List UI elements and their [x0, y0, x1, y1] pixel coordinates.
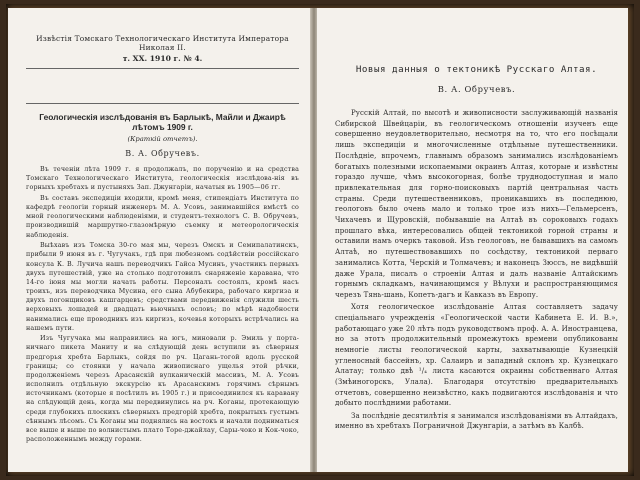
paragraph: Хотя геологическое изслѣдованіе Алтая составляетъ задачу спеціальнаго учрежденія «Геологической части Кабинета Е. И. В.», работающаго уже 20 лѣтъ подъ руководствомъ проф. А. А. Иностранцева, но за этотъ продолжительный промежутокъ времени опубликованы немногіе листы геологической карты, захватывающіе Кузнецкій угленосный бассейнъ, хр. Салаиръ и западный склонъ хр. Кузнецкаго Алатау; только двѣ ¹/₄ листа касаются окраины собственнаго Алтая (Змѣиногорскъ, Улала). Благодаря отсутствію предварительныхъ отчетовъ, совершенно неизвѣстно, какъ подвигаются изслѣдованія и что добыто послѣдними работами. [335, 303, 618, 408]
author: В. А. Обручевъ. [437, 84, 516, 94]
title-rule [26, 103, 299, 104]
volume-line: т. XX. 1910 г. № 4. [122, 54, 203, 63]
right-page [317, 8, 628, 472]
article-title: Геологическія изслѣдованія въ Барлыкѣ, Майли и Джаирѣ лѣтомъ 1909 г. [39, 112, 286, 132]
brief-note: (Краткій отчетъ). [127, 135, 198, 143]
header-rule [26, 68, 299, 69]
paragraph: За послѣдніе десятилѣтія я занимался изслѣдованіями въ Алтайдахъ, именно въ хребтахъ Пограничной Джунгаріи, а затѣмъ въ Калбѣ. [335, 411, 618, 431]
author: В. А. Обручевъ. [125, 149, 200, 158]
paragraph: Русскій Алтай, по высотѣ и живописности заслуживающій названія Сибирской Швейцаріи, въ геологическомъ отношеніи изученъ еще совершенно неудовлетворительно, несмотря на то, что его посѣщали лишь экспедиціи и многочисленные отдѣльные путешественники. Послѣдніе, впрочемъ, главнымъ образомъ занимались изслѣдованіемъ богатыхъ полезными ископаемыми окраинъ Алтая, которые и извѣстны гораздо лучше, чѣмъ высокогорная, болѣе труднодоступная и мало привлекательная для горно-поисковыхъ партій центральная часть страны. Среди путешественниковъ, проникавшихъ въ последнюю, геологовъ было очень мало и только трое изъ нихъ—Гельмерсенъ, Чихачевъ и Щуровскій, побывавшіе на Алтаѣ въ сороковыхъ годахъ прошлаго вѣка, интересовались общей тектоникой горной страны и оставили намъ очеркъ таковой. Изъ геологовъ, не бывавшихъ на самомъ Алтаѣ, но путешествовавшихъ по сосѣдству, тектоникой перваго занимались Котта, Черскій и Толмачевъ; и наконецъ Зюссъ, не видѣвшій даже Урала, писалъ о строеніи Алтая и далъ названіе Алтайскимъ горнымъ складкамъ, начинающимся у Вѣлухи и распространяющимся черезъ Тянь-шань, Копетъ-дагъ и Кавказъ въ Европу. [335, 109, 618, 299]
paragraph: Въ составъ экспедиціи входили, кромѣ меня, стипендіатъ Института по кафедрѣ геологіи горный инженеръ М. А. Усовъ, занимавшійся вмѣстѣ со мной геологическими наблюденіями, и студентъ-технологъ С. В. Обручевъ, производившій маршрутно-глазомѣрную съемку и метеорологическія наблюденія. [26, 194, 299, 239]
article-body [335, 108, 618, 432]
paragraph: Изъ Чугучака мы направились на югъ, миновали р. Эмиль у порта-ничнаго пикета Маниту и на слѣдующій день вступили въ сѣверныя предгорья хребта Барлыкъ, сойдя по рч. Цагань-тогой вдоль русской границы; со стоянки у начала живописнаго ущелья этой рѣчки, продолженіемъ черезъ Арасанскій вулканическій массивъ, М. А. Усовъ исполнилъ отдѣльную экскурсію къ Арасанскимъ горячимъ сѣрнымъ источникамъ (которые я посѣтилъ въ 1905 г.) и присоединился къ каравану на слѣдующій день, когда мы передвинулись на рч. Коганы, протекающую среди глубокихъ плоскихъ сѣверныхъ предгорій хребта, покрытыхъ густымъ сѣннымъ лѣсомъ. Съ Коганы мы поднялись на востокъ и начали подниматься все выше и выше по волнистымъ плато Торе-джайлау, Сары-чоко и Кок-чоко, расположеннымъ между горами. [26, 335, 299, 444]
paragraph: Выѣхавъ изъ Томска 30-го мая мы, черезъ Омскъ и Семипалатинскъ, прибыли 9 июня въ г. Чугучакъ, гдѣ при любезномъ содѣйствіи россійскаго консула К. В. Лучича нашъ переводчикъ Гайса Мусинъ, участникъ первыхъ двухъ путешествій, уже на столько подготовилъ снаряженіе каравана, что 14-го іюня мы могли начать работы. Персоналъ состоялъ, кромѣ насъ троихъ, изъ переводчика Мусина, его сына Абубекира, рабочаго киргиза и двухъ погонщиковъ кашгарцевъ; средствами передвиженія служили шесть верховыхъ лошадей и двадцать вьючныхъ ословъ; по мѣрѣ надобности нанимались еще проводникъ изъ киргизъ, кочевья которыхъ встрѣчались на нашемъ пути. [26, 242, 299, 332]
article-title: Новыя данныя о тектоникѣ Русскаго Алтая. [355, 64, 598, 75]
paragraph: Въ теченіи лѣта 1909 г. я продолжалъ, по порученію и на средства Томскаго Технологическаго Института, геологическія изслѣдова-нія въ горныхъ хребтахъ и пустыняхъ Зап. Джунгаріи, начатыя въ 1905—06 гг. [26, 166, 299, 192]
article-body [26, 165, 299, 444]
journal-header: Извѣстія Томскаго Технологическаго Института Императора Николая II. [36, 34, 289, 52]
left-page [8, 8, 311, 472]
